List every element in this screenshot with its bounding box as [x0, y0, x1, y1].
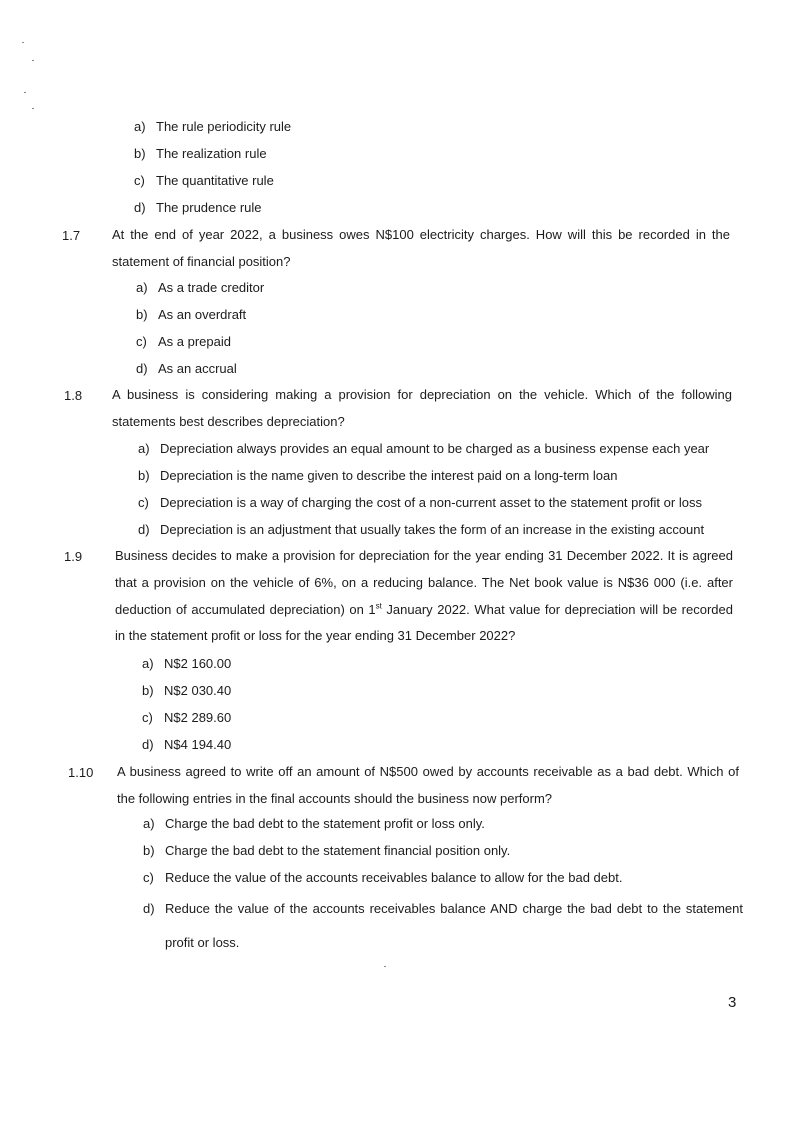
option-text: Depreciation is an adjustment that usually takes the form of an increase in the existing account: [160, 522, 705, 537]
option-text: N$2 030.40: [164, 683, 232, 698]
question-text-part: Business decides to make a provision for depreciation for the year ending 31 December 2022. It is agreed that a provision on the vehicle of 6%, on a reducing balance. The Net book value is N$36 000 (i.e. after deduction of accumulated depreciation) on 1: [115, 548, 733, 617]
option-text: Depreciation is a way of charging the cost of a non-current asset to the statement profit or loss: [160, 495, 702, 510]
option-1-7-b[interactable]: [136, 307, 246, 322]
question-number: 1.9: [64, 549, 83, 564]
question-text-part: January 2022. What value for depreciation will be recorded in the statement profit or loss for the year ending 31 December 2022?: [115, 601, 733, 644]
option-letter: a): [143, 816, 155, 831]
option-letter: a): [134, 119, 146, 134]
option-text: As a prepaid: [158, 334, 231, 349]
option-text: Charge the bad debt to the statement financial position only.: [165, 843, 511, 858]
question-number: 1.10: [68, 765, 94, 780]
option-letter: a): [136, 280, 148, 295]
option-1-9-a[interactable]: [142, 656, 231, 671]
option-letter: c): [136, 334, 147, 349]
option-1-7-a[interactable]: [136, 280, 264, 295]
option-1-6-b[interactable]: [134, 146, 267, 161]
option-1-9-d[interactable]: [142, 737, 231, 752]
option-letter: a): [142, 656, 154, 671]
option-1-10-c[interactable]: [143, 870, 622, 885]
scan-speck: [32, 108, 34, 109]
question-number: 1.7: [62, 228, 81, 243]
scan-speck: [384, 966, 386, 967]
option-text: The quantitative rule: [156, 173, 274, 188]
option-letter: c): [143, 870, 154, 885]
scan-speck: [22, 42, 24, 43]
option-1-8-c[interactable]: [138, 495, 702, 510]
option-text: The realization rule: [156, 146, 267, 161]
option-letter: c): [142, 710, 153, 725]
option-1-7-d[interactable]: [136, 361, 237, 376]
option-text: As an accrual: [158, 361, 237, 376]
option-text: The prudence rule: [156, 200, 262, 215]
option-letter: d): [142, 737, 154, 752]
option-text: Depreciation always provides an equal amount to be charged as a business expense each year: [160, 441, 710, 456]
option-letter: b): [136, 307, 148, 322]
option-letter: c): [134, 173, 145, 188]
option-1-10-d[interactable]: [143, 892, 743, 960]
option-text: Charge the bad debt to the statement profit or loss only.: [165, 816, 485, 831]
option-letter: d): [134, 200, 146, 215]
option-1-8-d[interactable]: [138, 522, 704, 537]
option-letter: a): [138, 441, 150, 456]
option-letter: b): [138, 468, 150, 483]
option-letter: d): [138, 522, 150, 537]
option-text: Reduce the value of the accounts receivables balance to allow for the bad debt.: [165, 870, 623, 885]
scan-speck: [32, 60, 34, 61]
page-number: 3: [728, 994, 737, 1011]
question-text: [115, 543, 733, 650]
option-text: Reduce the value of the accounts receivables balance AND charge the bad debt to the statement profit or loss.: [165, 901, 743, 950]
question-text: A business agreed to write off an amount of N$500 owed by accounts receivable as a bad debt. Which of the following entries in the final accounts should the business now perform?: [117, 764, 739, 806]
question-text: At the end of year 2022, a business owes N$100 electricity charges. How will this be recorded in the statement of financial position?: [112, 227, 730, 269]
option-letter: b): [142, 683, 154, 698]
option-1-8-b[interactable]: [138, 468, 617, 483]
option-1-6-c[interactable]: [134, 173, 274, 188]
ordinal-suffix: st: [375, 601, 382, 611]
option-1-6-d[interactable]: [134, 200, 262, 215]
option-letter: d): [136, 361, 148, 376]
option-text: The rule periodicity rule: [156, 119, 292, 134]
option-1-10-b[interactable]: [143, 843, 510, 858]
option-letter: b): [143, 843, 155, 858]
option-1-9-c[interactable]: [142, 710, 231, 725]
option-1-7-c[interactable]: [136, 334, 231, 349]
option-text: N$2 289.60: [164, 710, 232, 725]
option-text: As an overdraft: [158, 307, 247, 322]
question-text: A business is considering making a provision for depreciation on the vehicle. Which of the following statements best describes depreciation?: [112, 387, 732, 429]
option-letter: b): [134, 146, 146, 161]
question-number: 1.8: [64, 388, 83, 403]
scan-speck: [24, 92, 26, 93]
option-1-8-a[interactable]: [138, 441, 709, 456]
option-1-9-b[interactable]: [142, 683, 231, 698]
option-1-6-a[interactable]: [134, 119, 291, 134]
option-text: N$2 160.00: [164, 656, 232, 671]
option-letter: c): [138, 495, 149, 510]
option-1-10-a[interactable]: [143, 816, 485, 831]
option-letter: d): [143, 901, 155, 916]
option-text: N$4 194.40: [164, 737, 232, 752]
option-text: Depreciation is the name given to describe the interest paid on a long-term loan: [160, 468, 618, 483]
option-text: As a trade creditor: [158, 280, 265, 295]
